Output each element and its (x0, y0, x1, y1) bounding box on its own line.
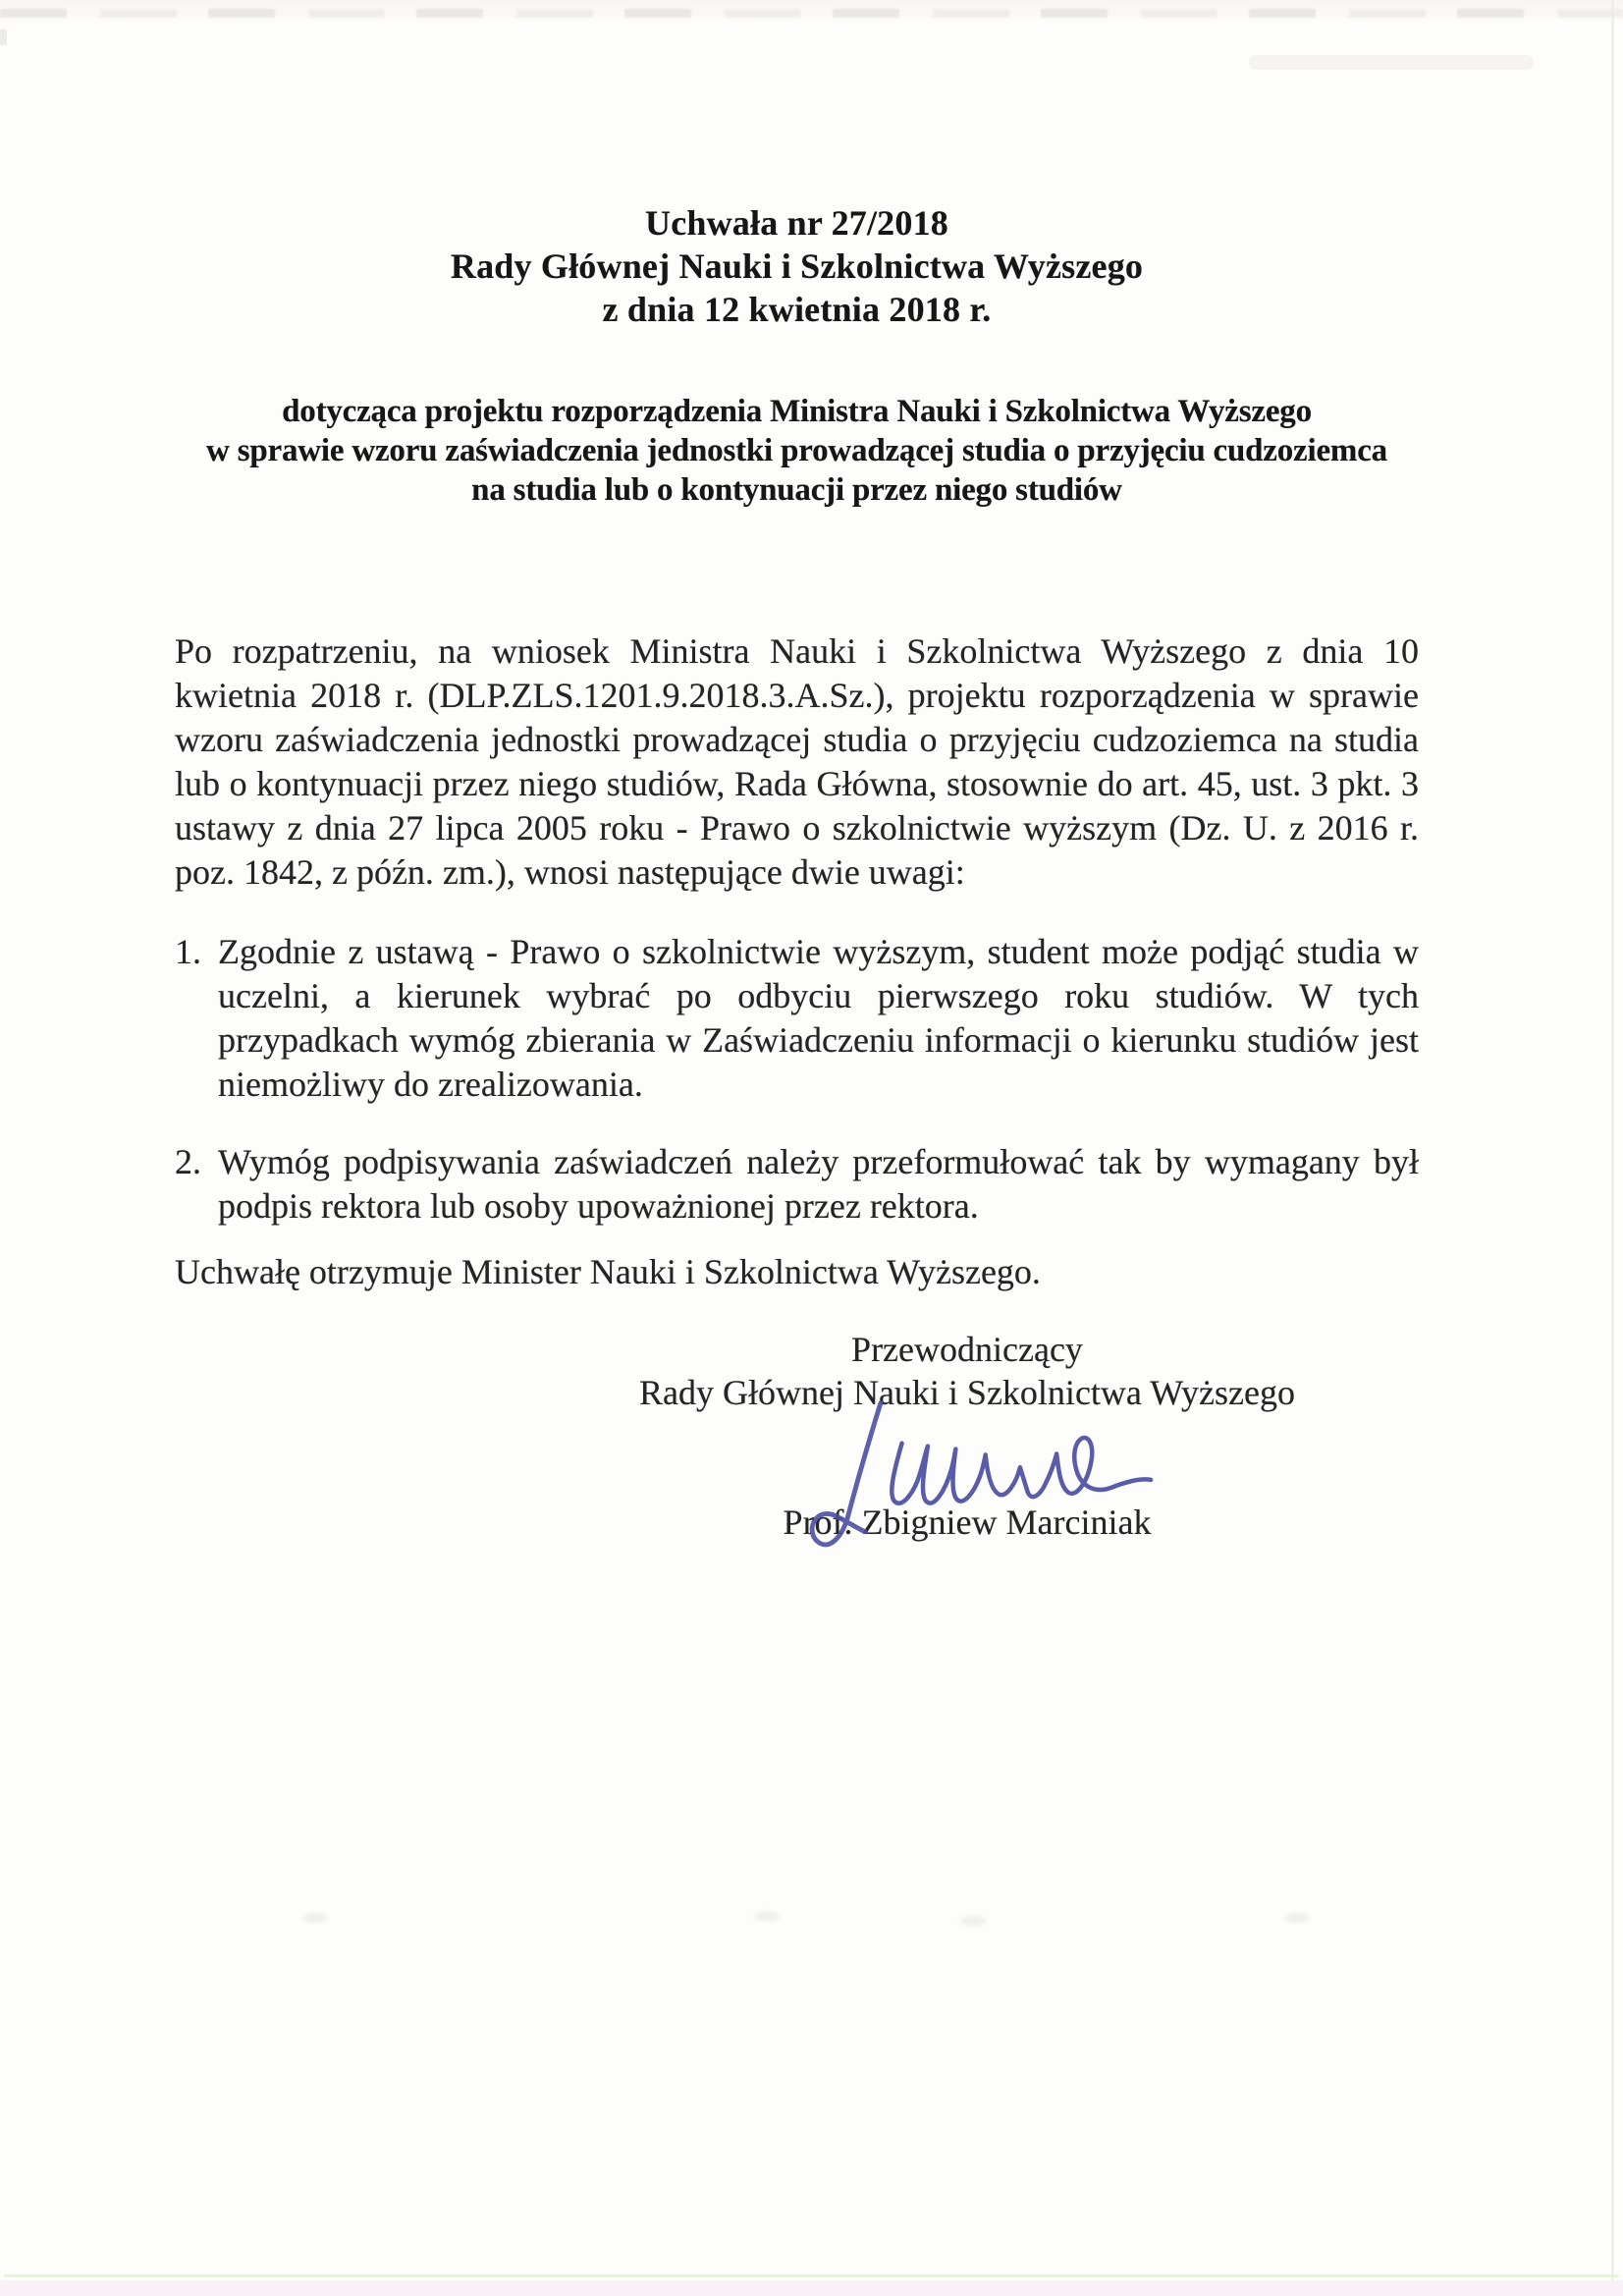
resolution-title (175, 201, 1419, 331)
signature-block (525, 1328, 1409, 1544)
scan-artifact-bottom-green-line (4, 2274, 1619, 2277)
scan-artifact-top-dashes (0, 9, 1623, 18)
resolution-title-line-number: Uchwała nr 27/2018 (645, 203, 948, 243)
scan-artifact-left-mark (0, 29, 7, 45)
scan-artifact-right-edge-line (1611, 0, 1614, 2296)
list-item-number: 2. (175, 1142, 201, 1181)
scan-artifact-bottom-pink-band (0, 2280, 1623, 2296)
resolution-subject-line-3: na studia lub o kontynuacji przez niego studiów (471, 472, 1122, 508)
list-item (175, 1140, 1419, 1229)
list-item-text: Zgodnie z ustawą - Prawo o szkolnictwie wyższym, student może podjąć studia w uczelni, a kierunek wybrać po odbyciu pierwszego roku studiów. W tych przypadkach wymóg zbierania w Zaświadczeniu informacji o kierunku studiów jest niemożliwy do zrealizowania. (218, 932, 1419, 1104)
intro-paragraph: Po rozpatrzeniu, na wniosek Ministra Nauki i Szkolnictwa Wyższego z dnia 10 kwietnia 2018 r. (DLP.ZLS.1201.9.2018.3.A.Sz.), projektu rozporządzenia w sprawie wzoru zaświadczenia jednostki prowadzącej studia o przyjęciu cudzoziemca na studia lub o kontynuacji przez niego studiów, Rada Główna, stosownie do art. 45, ust. 3 pkt. 3 ustawy z dnia 27 lipca 2005 roku - Prawo o szkolnictwie wyższym (Dz. U. z 2016 r. poz. 1842, z późn. zm.), wnosi następujące dwie uwagi: (175, 631, 1419, 892)
list-item (175, 930, 1419, 1107)
scan-artifact-smudge (960, 1916, 986, 1926)
scan-artifact-smudge (302, 1913, 328, 1923)
list-item-number: 1. (175, 932, 201, 971)
resolution-title-line-date: z dnia 12 kwietnia 2018 r. (602, 290, 992, 329)
scan-artifact-smudge (754, 1911, 780, 1921)
list-item-text: Wymóg podpisywania zaświadczeń należy przeformułować tak by wymagany był podpis rektora lub osoby upoważnionej przez rektora. (218, 1142, 1419, 1226)
resolution-subject-line-1: dotycząca projektu rozporządzenia Ministra Nauki i Szkolnictwa Wyższego (282, 394, 1312, 429)
signature-role-council: Rady Głównej Nauki i Szkolnictwa Wyższego (638, 1373, 1296, 1412)
scan-artifact-smudge (1284, 1913, 1310, 1923)
document-content (175, 201, 1419, 1330)
resolution-title-line-council: Rady Głównej Nauki i Szkolnictwa Wyższego (450, 246, 1144, 286)
closing-line: Uchwałę otrzymuje Minister Nauki i Szkolnictwa Wyższego. (175, 1252, 1041, 1291)
signature-role-title: Przewodniczący (851, 1330, 1083, 1369)
remarks-list (175, 930, 1419, 1229)
scan-artifact-top-right-streak (1249, 55, 1534, 70)
resolution-subject-line-2: w sprawie wzoru zaświadczenia jednostki prowadzącej studia o przyjęciu cudzoziemca (206, 433, 1387, 468)
signature-name: Prof. Zbigniew Marciniak (783, 1503, 1152, 1542)
resolution-subject (175, 392, 1419, 510)
